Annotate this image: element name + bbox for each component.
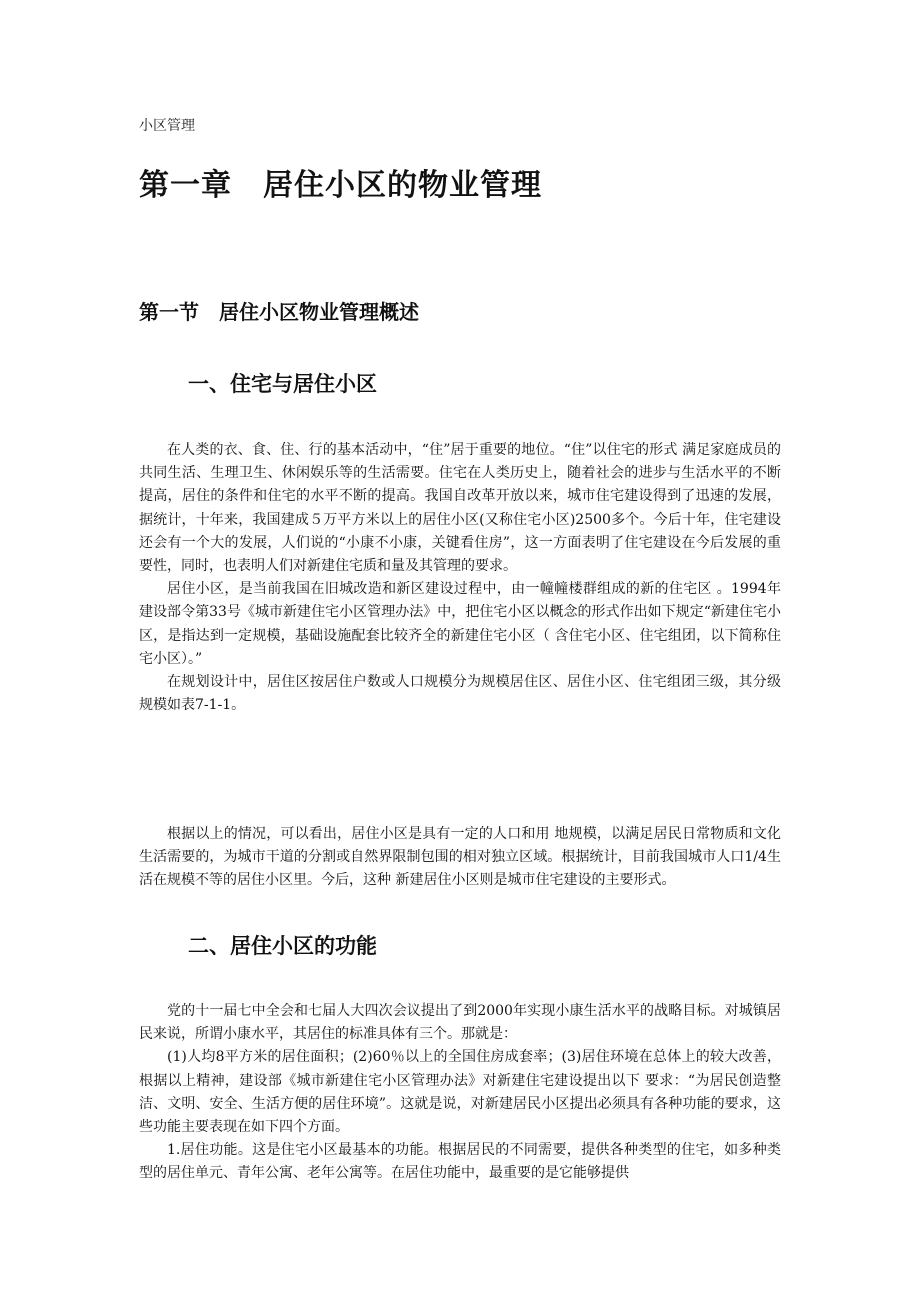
functions-body-text	[139, 1000, 781, 1186]
paragraph: 在规划设计中，居住区按居住户数或人口规模分为规模居住区、居住小区、住宅组团三级，其分级规模如表7-1-1。	[139, 674, 781, 714]
paragraph: 在人类的衣、食、住、行的基本活动中，“住”居于重要的地位。“住”以住宅的形式 满足家庭成员的共同生活、生理卫生、休闲娱乐等的生活需要。住宅在人类历史上，随着社会的进步与生活水平的不断提高，居住的条件和住宅的水平不断的提高。我国自改革开放以来，城市住宅建设得到了迅速的发展，据统计，十年来，我国建成５万平方米以上的居住小区(又称住宅小区)2500多个。今后十年，住宅建设还会有一个大的发展，人们说的“小康不小康，关键看住房”，这一方面表明了住宅建设在今后发展的重要性，同时，也表明人们对新建住宅质和量及其管理的要求。	[139, 442, 781, 575]
paragraph: 党的十一届七中全会和七届人大四次会议提出了到2000年实现小康生活水平的战略目标。对城镇居民来说，所谓小康水平，其居住的标准具体有三个。那就是：	[139, 1003, 781, 1043]
chapter-title: 第一章 居住小区的物业管理	[139, 168, 542, 203]
housing-body-text	[139, 439, 781, 717]
paragraph: (1)人均8平方米的居住面积；(2)60％以上的全国住房成套率；(3)居住环境在总体上的较大改善，根据以上精神，建设部《城市新建住宅小区管理办法》对新建住宅建设提出以下 要求：“为居民创造整洁、文明、安全、生活方便的居住环境”。这就是说，对新建居民小区提出必须具有各种功能的要求，这些功能主要表现在如下四个方面。	[139, 1049, 781, 1136]
paragraph: 根据以上的情况，可以看出，居住小区是具有一定的人口和用 地规模，以满足居民日常物质和文化生活需要的，为城市干道的分割或自然界限制包围的相对独立区域。根据统计，目前我国城市人口1/4生活在规模不等的居住小区里。今后，这种 新建居住小区则是城市住宅建设的主要形式。	[139, 826, 781, 889]
subsection-title-functions: 二、居住小区的功能	[188, 934, 377, 958]
section-title: 第一节 居住小区物业管理概述	[139, 300, 419, 324]
paragraph: 1.居住功能。这是住宅小区最基本的功能。根据居民的不同需要，提供各种类型的住宅，如多种类型的居住单元、青年公寓、老年公寓等。在居住功能中，最重要的是它能够提供	[139, 1142, 781, 1182]
running-header: 小区管理	[139, 118, 195, 134]
subsection-title-housing: 一、住宅与居住小区	[188, 372, 377, 396]
paragraph: 居住小区，是当前我国在旧城改造和新区建设过程中，由一幢幢楼群组成的新的住宅区 。1994年建设部令第33号《城市新建住宅小区管理办法》中，把住宅小区以概念的形式作出如下规定“新建住宅小区，是指达到一定规模，基础设施配套比较齐全的新建住宅小区（ 含住宅小区、住宅组团，以下简称住宅小区）。”	[139, 581, 781, 667]
summary-body-text	[139, 823, 781, 893]
